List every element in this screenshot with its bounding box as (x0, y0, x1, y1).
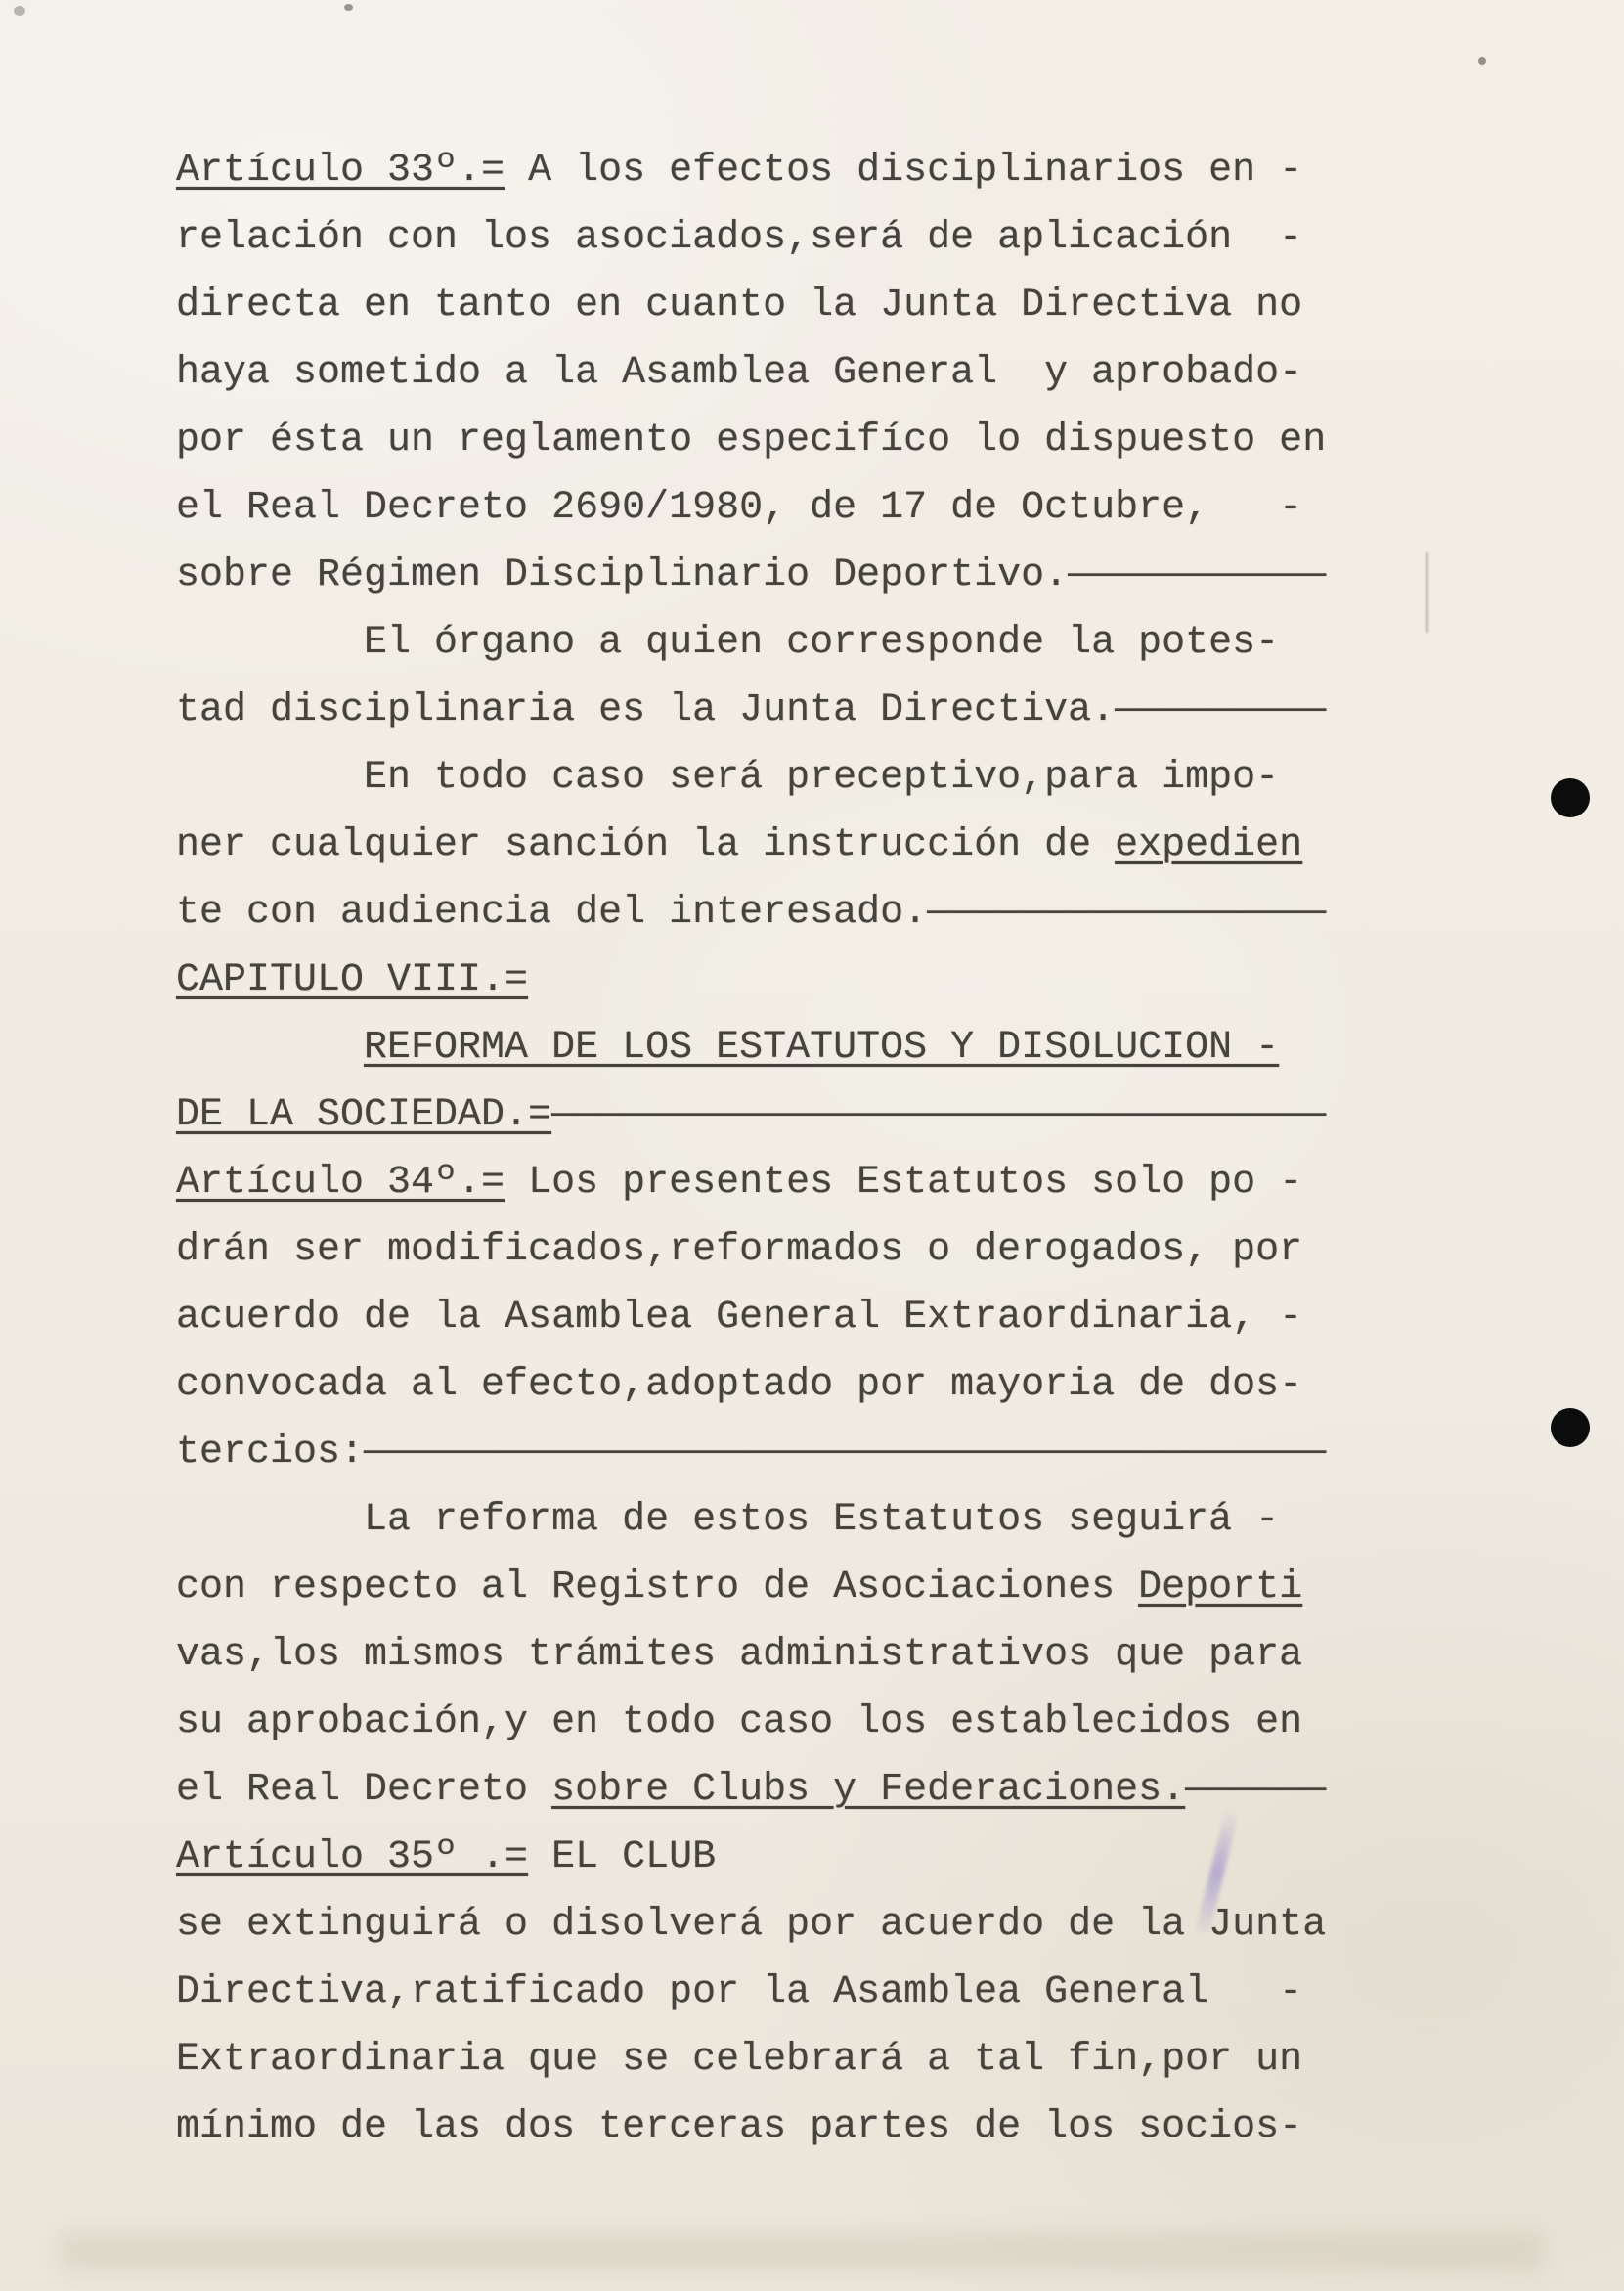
underlined-text: expedien (1115, 823, 1303, 867)
text-segment: El órgano a quien corresponde la potes- (176, 621, 1280, 665)
text-line (176, 1284, 1326, 1351)
text-line (176, 542, 1326, 609)
text-segment (176, 1026, 364, 1070)
text-segment: con respecto al Registro de Asociaciones (176, 1565, 1139, 1609)
text-segment: EL CLUB (528, 1835, 717, 1879)
text-line (176, 947, 1326, 1014)
text-segment: mínimo de las dos terceras partes de los socios- (176, 2105, 1303, 2149)
text-line (176, 407, 1326, 474)
text-segment: tad disciplinaria es la Junta Directiva.————————— (176, 688, 1327, 732)
text-segment: —————— (1185, 1768, 1327, 1812)
text-line (176, 1014, 1326, 1081)
paper-stain (59, 2231, 1545, 2272)
text-segment: haya sometido a la Asamblea General y aprobado- (176, 351, 1303, 395)
text-segment: A los efectos disciplinarios en - (505, 149, 1303, 193)
text-segment: ner cualquier sanción la instrucción de (176, 823, 1116, 867)
underlined-text: REFORMA DE LOS ESTATUTOS Y DISOLUCION - (364, 1026, 1280, 1070)
text-line (176, 744, 1326, 812)
text-line (176, 1891, 1326, 1959)
text-line (176, 812, 1326, 879)
text-line (176, 1149, 1326, 1216)
hole-punch-mark (1551, 1408, 1590, 1447)
underlined-text: Artículo 34º.= (176, 1161, 505, 1205)
text-line (176, 2026, 1326, 2093)
text-segment: por ésta un reglamento especifíco lo dispuesto en (176, 419, 1327, 463)
text-segment: el Real Decreto (176, 1768, 552, 1812)
paper-speck (14, 6, 25, 16)
paper-speck (1478, 57, 1486, 65)
text-line (176, 879, 1326, 947)
underlined-text: CAPITULO VIII.= (176, 958, 529, 1002)
text-segment: su aprobación,y en todo caso los establecidos en (176, 1700, 1303, 1744)
underlined-text: sobre Clubs y Federaciones. (551, 1768, 1186, 1812)
text-line (176, 2093, 1326, 2161)
text-segment: vas,los mismos trámites administrativos que para (176, 1633, 1303, 1677)
text-segment: te con audiencia del interesado.————————————————— (176, 891, 1327, 935)
text-line (176, 204, 1326, 272)
text-line (176, 1689, 1326, 1756)
text-segment: sobre Régimen Disciplinario Deportivo.——————————— (176, 553, 1327, 597)
text-segment: La reforma de estos Estatutos seguirá - (176, 1498, 1280, 1542)
text-segment: relación con los asociados,será de aplicación - (176, 216, 1303, 260)
text-line (176, 1959, 1326, 2026)
paper-crease (1426, 552, 1428, 633)
text-line (176, 677, 1326, 744)
text-segment: se extinguirá o disolverá por acuerdo de la Junta (176, 1903, 1327, 1947)
text-segment: acuerdo de la Asamblea General Extraordinaria, - (176, 1296, 1303, 1340)
text-segment: En todo caso será preceptivo,para impo- (176, 756, 1280, 800)
paper-speck (344, 4, 353, 11)
text-line (176, 474, 1326, 542)
text-segment: convocada al efecto,adoptado por mayoria de dos- (176, 1363, 1303, 1407)
text-line (176, 1351, 1326, 1419)
underlined-text: Artículo 35º .= (176, 1835, 529, 1879)
text-segment: el Real Decreto 2690/1980, de 17 de Octubre, - (176, 486, 1303, 530)
text-segment: directa en tanto en cuanto la Junta Directiva no (176, 284, 1303, 328)
text-segment: Los presentes Estatutos solo po - (505, 1161, 1303, 1205)
text-line (176, 1621, 1326, 1689)
underlined-text: DE LA SOCIEDAD.= (176, 1093, 552, 1137)
text-segment: ————————————————————————————————— (551, 1093, 1327, 1137)
text-segment: drán ser modificados,reformados o derogados, por (176, 1228, 1303, 1272)
text-line (176, 1756, 1326, 1824)
underlined-text: Deporti (1138, 1565, 1303, 1609)
text-line (176, 1486, 1326, 1554)
text-segment: Extraordinaria que se celebrará a tal fin,por un (176, 2038, 1303, 2082)
text-line (176, 1081, 1326, 1149)
underlined-text: Artículo 33º.= (176, 149, 505, 193)
text-line (176, 272, 1326, 339)
text-segment: tercios:————————————————————————————————————————— (176, 1431, 1327, 1475)
text-line (176, 339, 1326, 407)
document-lines (176, 137, 1326, 2161)
text-line (176, 1554, 1326, 1621)
text-line (176, 1824, 1326, 1891)
text-line (176, 1419, 1326, 1486)
text-segment: Directiva,ratificado por la Asamblea General - (176, 1970, 1303, 2014)
text-line (176, 609, 1326, 677)
text-line (176, 137, 1326, 204)
text-line (176, 1216, 1326, 1284)
hole-punch-mark (1551, 778, 1590, 817)
